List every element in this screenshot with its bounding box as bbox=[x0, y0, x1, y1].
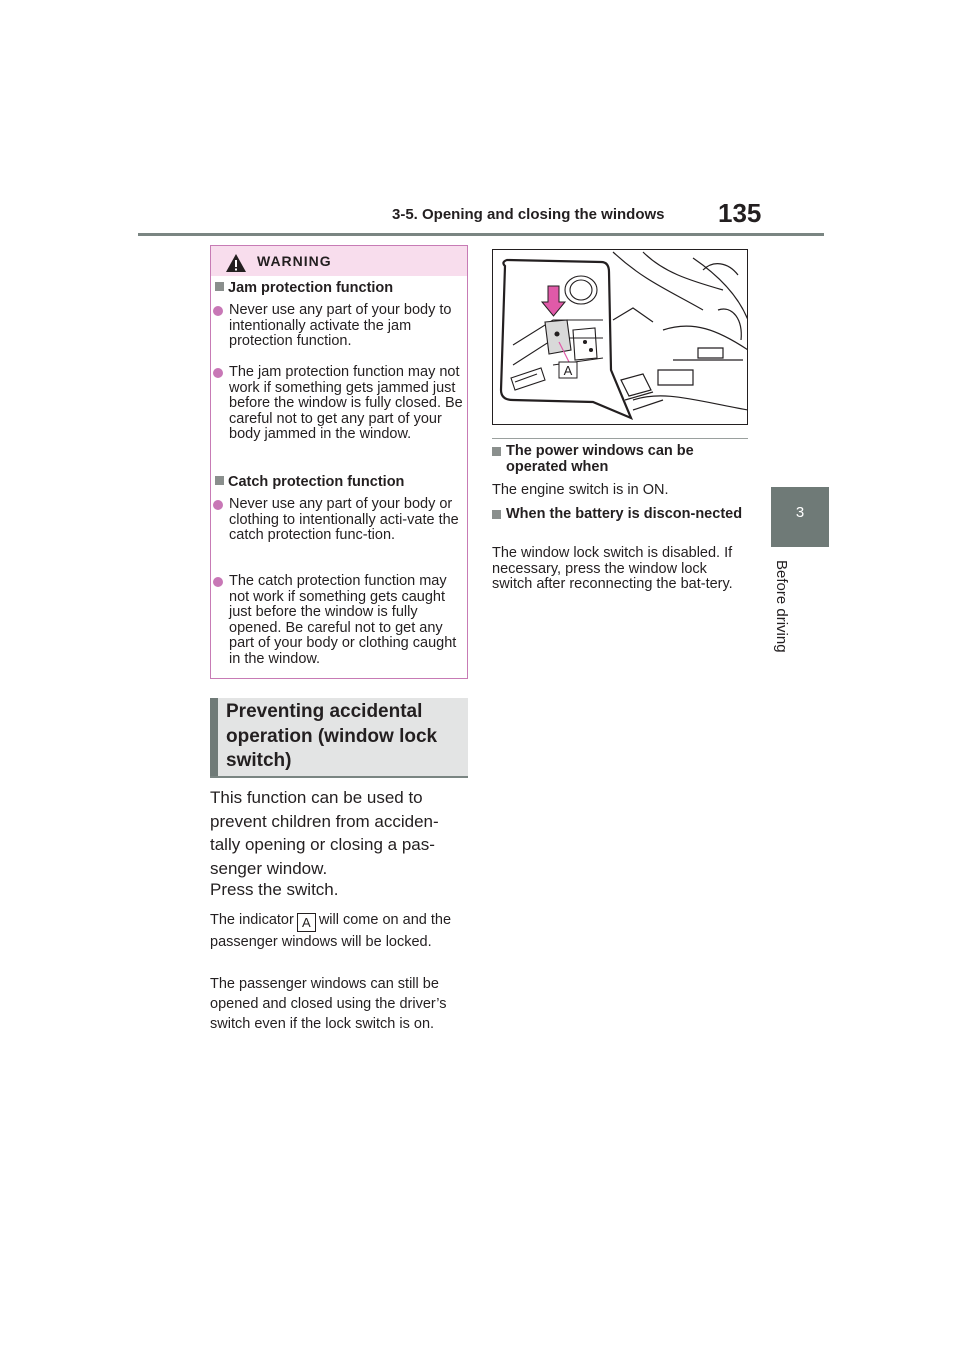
section-heading-bar bbox=[210, 698, 218, 778]
warning-subheading-text: Jam protection function bbox=[228, 280, 394, 296]
square-bullet-icon bbox=[492, 447, 501, 456]
warning-item bbox=[213, 303, 463, 353]
warning-triangle-icon bbox=[225, 253, 247, 273]
round-bullet-icon bbox=[213, 577, 223, 587]
driver-switch-note: The passenger windows can still be opened and closed using the driver’s switch even if the lock switch is on. bbox=[210, 976, 447, 1032]
power-windows-subheading-text: The power windows can be operated when bbox=[506, 443, 694, 475]
round-bullet-icon bbox=[213, 306, 223, 316]
illustration-drawing bbox=[493, 250, 748, 425]
warning-item-text: Never use any part of your body to intentionally activate the jam protection function. bbox=[229, 302, 452, 349]
warning-header bbox=[211, 246, 467, 276]
battery-subheading-text: When the battery is discon-nected bbox=[506, 506, 743, 522]
warning-subheading bbox=[215, 474, 404, 490]
section-heading-rule bbox=[210, 776, 468, 778]
battery-body: The window lock switch is disabled. If necessary, press the window lock switch after reconnecting the bat-tery. bbox=[492, 545, 733, 592]
indicator-note-text-end: will come on and the passenger windows will be locked. bbox=[210, 912, 452, 950]
section-intro: This function can be used to prevent children from acciden-tally opening or closing a pas-senger window. bbox=[210, 788, 439, 878]
chapter-label-wrap bbox=[770, 560, 810, 670]
warning-item-text: The catch protection function may not work if something gets caught just before the window is fully opened. Be careful not to get any part of your body or clothing caught in the window. bbox=[229, 573, 457, 667]
chapter-number: 3 bbox=[795, 504, 805, 521]
window-lock-switch-illustration bbox=[492, 249, 748, 425]
square-bullet-icon bbox=[215, 282, 224, 291]
square-bullet-icon bbox=[492, 510, 501, 519]
warning-title: WARNING bbox=[257, 253, 332, 269]
figure-callout-label: A bbox=[563, 363, 573, 378]
indicator-note bbox=[210, 910, 468, 952]
section-instruction: Press the switch. bbox=[210, 880, 339, 899]
page-number: 135 bbox=[718, 198, 762, 228]
round-bullet-icon bbox=[213, 500, 223, 510]
warning-item-text: The jam protection function may not work if something gets jammed just before the window is fully closed. Be careful not to get any part of your body jammed in the window. bbox=[229, 364, 463, 442]
warning-subheading-text: Catch protection function bbox=[228, 474, 405, 490]
chapter-label: Before driving bbox=[773, 560, 790, 653]
round-bullet-icon bbox=[213, 368, 223, 378]
callout-label-a: A bbox=[297, 913, 316, 932]
warning-item bbox=[213, 365, 463, 460]
warning-item bbox=[213, 497, 463, 561]
header-rule bbox=[138, 233, 824, 236]
power-windows-body: The engine switch is in ON. bbox=[492, 482, 669, 498]
warning-item bbox=[213, 574, 463, 669]
indicator-note-text: The indicator bbox=[210, 912, 294, 928]
warning-subheading bbox=[215, 280, 393, 296]
figure-rule bbox=[492, 438, 748, 439]
warning-item-text: Never use any part of your body or clothing to intentionally acti-vate the catch protection func-tion. bbox=[229, 496, 459, 543]
section-heading: Preventing accidental operation (window lock switch) bbox=[226, 701, 438, 771]
section-title: 3-5. Opening and closing the windows bbox=[392, 206, 665, 223]
square-bullet-icon bbox=[215, 476, 224, 485]
